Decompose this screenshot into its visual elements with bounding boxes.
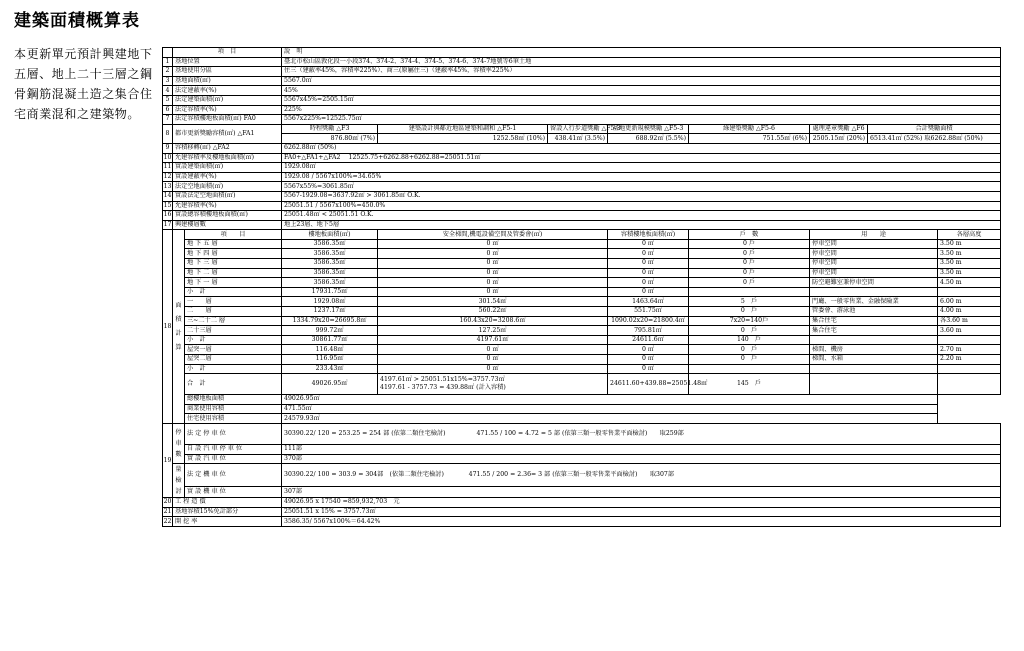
row-value: 225% (282, 105, 1001, 115)
parking-value: 307部 (282, 487, 1001, 498)
table-row (163, 220, 1001, 230)
table-row (163, 115, 1001, 125)
use: 防空避難室兼停車空間 (810, 278, 938, 288)
volume-area: 0 ㎡ (608, 278, 689, 288)
safety-area: 0 ㎡ (378, 278, 608, 288)
bonus-value: 876.80㎡ (7%) (282, 134, 378, 144)
row-number: 12 (163, 173, 172, 181)
volume-area: 1090.02x20=21800.4㎡ (608, 316, 689, 326)
area-calc-side-label: 面 積 計 算 (173, 230, 185, 424)
summary-row (163, 404, 1001, 414)
floor-area: 3586.35㎡ (282, 249, 378, 259)
header-item: 項 目 (173, 48, 282, 58)
header-no (163, 48, 173, 58)
use: 梯間、機房 (810, 345, 938, 355)
units (689, 287, 810, 297)
total-floor-area: 49026.95㎡ (282, 374, 378, 395)
floor-label: 一 層 (185, 297, 282, 307)
floor-area: 3586.35㎡ (282, 278, 378, 288)
table-header-row (163, 48, 1001, 58)
volume-area: 0 ㎡ (608, 239, 689, 249)
table-row (163, 57, 1001, 67)
units: 7x20=140戶 (689, 316, 810, 326)
height: 3.60 m (938, 326, 1001, 336)
floor-area: 30861.77㎡ (282, 335, 378, 345)
row-number: 7 (163, 115, 173, 125)
units: 140 戶 (689, 335, 810, 345)
height (938, 287, 1001, 297)
summary-value: 49026.95㎡ (282, 395, 938, 405)
area-calculation-table (162, 47, 1001, 527)
row-value: 6262.88㎡ (50%) (282, 143, 1001, 153)
table-row (163, 163, 1001, 173)
floor-area: 3586.35㎡ (282, 259, 378, 269)
parking-label: 自 設 汽 車 停 車 位 (185, 444, 282, 454)
parking-value: 111部 (282, 444, 1001, 454)
table-row (163, 143, 1001, 153)
floor-label: 地 下 二 層 (185, 268, 282, 278)
floor-row (163, 259, 1001, 269)
row-number: 4 (163, 86, 173, 96)
row-number: 13 (163, 182, 172, 190)
row-number: 21 (163, 508, 172, 516)
row-label: 實設總容積樓地板面積(㎡) (173, 211, 282, 221)
col-heading-item: 項 目 (185, 230, 282, 240)
row-value: 49026.95 x 17540 =859,932,703 元 (282, 498, 1001, 508)
total-row (163, 374, 1001, 395)
use (810, 287, 938, 297)
floor-row (163, 268, 1001, 278)
bonus-heading: 處理違章獎勵 △F6 (810, 124, 868, 134)
row-number: 3 (163, 76, 173, 86)
row-number: 18 (163, 230, 173, 424)
row-number: 14 (163, 192, 172, 200)
row-number: 19 (163, 423, 173, 497)
height: 2.20 m (938, 355, 1001, 365)
bonus-heading: 基地更新規模獎勵 △F5-3 (608, 124, 689, 134)
floor-row (163, 345, 1001, 355)
row-label: 法定建蔽率(%) (173, 86, 282, 96)
floor-label: 小 計 (185, 364, 282, 374)
col-heading-safety: 安全梯間,機電設備空間及管委會(㎡) (378, 230, 608, 240)
row-label: 允建容積率及樓地板面積(㎡) (173, 153, 282, 163)
floor-row (163, 287, 1001, 297)
row-label: 法定空地面積(㎡) (173, 182, 282, 192)
volume-area: 24611.6㎡ (608, 335, 689, 345)
table-row (163, 517, 1001, 527)
row-number: 10 (163, 153, 172, 161)
row-value: 45% (282, 86, 1001, 96)
parking-side-label-1: 停 車 數 (173, 423, 185, 463)
total-safety-line-1: 4197.61㎡ > 25051.51x15%=3757.73㎡ (380, 376, 505, 384)
parking-value: 30390.22/ 120 = 253.25 = 254 部 (依第二類住宅檢討) 471.55 / 100 = 4.72 = 5 部 (依第三類一般零售業平面檢討) 取259部 (282, 423, 1001, 444)
row-label: 都市更新獎勵容積(㎡) △FA1 (173, 124, 282, 143)
row-value: 3586.35/ 5567x100%＝64.42% (282, 517, 1001, 527)
floor-label: 二 層 (185, 307, 282, 317)
floor-row (163, 307, 1001, 317)
row-number: 1 (163, 57, 173, 67)
safety-area: 0 ㎡ (378, 345, 608, 355)
height: 4.50 m (938, 278, 1001, 288)
parking-value: 30390.22/ 100 = 303.9 = 304部 (依第二類住宅檢討) 471.55 / 200 = 2.36= 3 部 (依第三類一般零售業平面檢討) 取307部 (282, 464, 1001, 487)
row-number: 8 (163, 124, 173, 143)
safety-area: 0 ㎡ (378, 249, 608, 259)
total-height (938, 374, 1001, 395)
floor-label: 屋突二層 (185, 355, 282, 365)
row-value: 25051.51 x 15% = 3757.73㎡ (282, 507, 1001, 517)
use: 集合住宅 (810, 316, 938, 326)
use: 集合住宅 (810, 326, 938, 336)
use: 門廳、一般零售業、金融保險業 (810, 297, 938, 307)
row-number: 17 (163, 220, 172, 228)
floor-label: 地 下 三 層 (185, 259, 282, 269)
row-label: 允建容積率(%) (173, 201, 282, 211)
parking-row (163, 464, 1001, 487)
use (810, 364, 938, 374)
volume-area: 0 ㎡ (608, 249, 689, 259)
row-value: 5567.0㎡ (282, 76, 1001, 86)
parking-row (163, 444, 1001, 454)
row-label: 工 程 造 價 (173, 498, 282, 508)
floor-row (163, 278, 1001, 288)
table-row (163, 191, 1001, 201)
row-value: 5567x45%=2505.15㎡ (282, 95, 1001, 105)
table-row (163, 182, 1001, 192)
parking-row (163, 423, 1001, 444)
bonus-value: 6513.41㎡ (52%) 取6262.88㎡ (50%) (868, 134, 1001, 144)
units: 0 戶 (689, 239, 810, 249)
safety-area: 301.54㎡ (378, 297, 608, 307)
units: 0 戶 (689, 268, 810, 278)
parking-label: 實 設 汽 車 位 (185, 454, 282, 464)
col-heading-volume: 容積樓地板面積(㎡) (608, 230, 689, 240)
parking-row (163, 487, 1001, 498)
height: 2.70 m (938, 345, 1001, 355)
units: 0 戶 (689, 249, 810, 259)
volume-area: 0 ㎡ (608, 355, 689, 365)
floor-label: 地 下 一 層 (185, 278, 282, 288)
height: 6.00 m (938, 297, 1001, 307)
row-value: 住三（建蔽率45%，容積率225%）、商三(原屬住三)（建蔽率45%，容積率225%） (282, 67, 1001, 77)
floor-label: 屋突一層 (185, 345, 282, 355)
row-value: 25051.48㎡ < 25051.51 O.K. (282, 211, 1001, 221)
floor-label: 二十三層 (185, 326, 282, 336)
volume-area: 0 ㎡ (608, 345, 689, 355)
row-value: 5567x225%=12525.75㎡ (282, 115, 1001, 125)
row-number: 11 (163, 163, 172, 171)
row-number: 2 (163, 67, 173, 77)
safety-area: 0 ㎡ (378, 268, 608, 278)
floor-label: 小 計 (185, 287, 282, 297)
volume-area: 0 ㎡ (608, 287, 689, 297)
row-label: 興建樓層數 (173, 220, 282, 230)
units: 0 戶 (689, 355, 810, 365)
safety-area: 160.43x20=3208.6㎡ (378, 316, 608, 326)
floor-label: 三~二十二 層 (185, 316, 282, 326)
row-label: 基地使用分區 (173, 67, 282, 77)
summary-label: 總樓地板面積 (185, 395, 282, 405)
table-row (163, 67, 1001, 77)
floor-row (163, 239, 1001, 249)
row-label: 法定容積樓地板面積(㎡) FA0 (173, 115, 282, 125)
row-number: 9 (163, 143, 173, 153)
volume-area: 1463.64㎡ (608, 297, 689, 307)
summary-row (163, 414, 1001, 424)
col-heading-use: 用 途 (810, 230, 938, 240)
volume-area: 0 ㎡ (608, 268, 689, 278)
floor-label: 小 計 (185, 335, 282, 345)
height: 3.50 m (938, 249, 1001, 259)
table-row (163, 172, 1001, 182)
row-label: 基地面積(㎡) (173, 76, 282, 86)
floor-area: 1334.79x20=26695.8㎡ (282, 316, 378, 326)
floor-area: 116.48㎡ (282, 345, 378, 355)
height: 4.00 m (938, 307, 1001, 317)
bonus-value: 1252.58㎡ (10%) (378, 134, 548, 144)
row-value: 5567x55%=3061.85㎡ (282, 182, 1001, 192)
floor-row (163, 297, 1001, 307)
row-value: 地上23層、地下5層 (282, 220, 1001, 230)
units: 0 戶 (689, 278, 810, 288)
height (938, 335, 1001, 345)
table-row (163, 76, 1001, 86)
table-row (163, 230, 1001, 240)
summary-row (163, 395, 1001, 405)
table-row (163, 95, 1001, 105)
page-title: 建築面積概算表 (14, 11, 140, 31)
header-description: 說 明 (282, 48, 1001, 58)
floor-row (163, 326, 1001, 336)
row-number: 22 (163, 517, 172, 525)
row-number: 5 (163, 95, 173, 105)
total-label: 合 計 (185, 374, 282, 395)
summary-label: 住宅使用容積 (185, 414, 282, 424)
row-label: 實設建築面積(㎡) (173, 163, 282, 173)
total-safety-line-2: 4197.61 - 3757.73 = 439.88㎡ (計入容積) (380, 384, 506, 392)
use: 梯間、水箱 (810, 355, 938, 365)
use: 停車空間 (810, 268, 938, 278)
use: 停車空間 (810, 249, 938, 259)
height: 3.50 m (938, 268, 1001, 278)
row-value: 25051.51 / 5567x100%=450.0% (282, 201, 1001, 211)
bonus-value: 688.92㎡ (5.5%) (608, 134, 689, 144)
parking-value: 370部 (282, 454, 1001, 464)
total-volume-area: 24611.60+439.88=25051.48㎡ (608, 374, 689, 395)
bonus-value: 2505.15㎡ (20%) (810, 134, 868, 144)
height: 3.50 m (938, 259, 1001, 269)
volume-area: 0 ㎡ (608, 364, 689, 374)
bonus-value: 438.41㎡ (3.5%) (548, 134, 608, 144)
units: 0 戶 (689, 307, 810, 317)
floor-row (163, 335, 1001, 345)
floor-area: 116.95㎡ (282, 355, 378, 365)
height (938, 364, 1001, 374)
col-heading-floor-area: 樓地板面積(㎡) (282, 230, 378, 240)
floor-area: 3586.35㎡ (282, 268, 378, 278)
bonus-heading: 時程獎勵 △F3 (282, 124, 378, 134)
safety-area: 0 ㎡ (378, 259, 608, 269)
total-units: 145 戶 (689, 374, 810, 395)
floor-row (163, 249, 1001, 259)
floor-area: 999.72㎡ (282, 326, 378, 336)
use: 停車空間 (810, 239, 938, 249)
row-label: 開 挖 率 (173, 517, 282, 527)
volume-area: 551.75㎡ (608, 307, 689, 317)
table-row (163, 153, 1001, 163)
bonus-value: 751.55㎡ (6%) (689, 134, 810, 144)
floor-label: 地 下 五 層 (185, 239, 282, 249)
safety-area: 0 ㎡ (378, 355, 608, 365)
row-label: 實設建蔽率(%) (173, 172, 282, 182)
row-number: 16 (163, 211, 172, 219)
row-value: FA0+△FA1+△FA2 12525.75+6262.88+6262.88=25051.51㎡ (282, 153, 1001, 163)
units: 0 戶 (689, 345, 810, 355)
parking-label: 法 定 停 車 位 (185, 423, 282, 444)
use: 停車空間 (810, 259, 938, 269)
row-number: 20 (163, 498, 172, 506)
units: 5 戶 (689, 297, 810, 307)
total-safety-area (378, 374, 608, 395)
safety-area: 0 ㎡ (378, 239, 608, 249)
row-number: 15 (163, 201, 172, 209)
floor-area: 1929.08㎡ (282, 297, 378, 307)
row-value: 1929.08㎡ (282, 163, 1001, 173)
row-label: 基地位置 (173, 57, 282, 67)
safety-area: 4197.61㎡ (378, 335, 608, 345)
row-number: 6 (163, 105, 173, 115)
table-row (163, 134, 1001, 144)
parking-row (163, 454, 1001, 464)
floor-label: 地 下 四 層 (185, 249, 282, 259)
row-label: 實設法定空地面積(㎡) (173, 191, 282, 201)
table-row (163, 211, 1001, 221)
table-row (163, 86, 1001, 96)
row-value: 臺北市松山區敦化段一小段374、374-2、374-4、374-5、374-6、374-7地號等6筆土地 (282, 57, 1001, 67)
floor-row (163, 316, 1001, 326)
use (810, 335, 938, 345)
table-row (163, 105, 1001, 115)
parking-label: 法 定 機 車 位 (185, 464, 282, 487)
row-label: 法定容積率(%) (173, 105, 282, 115)
table-row (163, 507, 1001, 517)
volume-area: 0 ㎡ (608, 259, 689, 269)
row-label: 容積移轉(㎡) △FA2 (173, 143, 282, 153)
safety-area: 0 ㎡ (378, 287, 608, 297)
total-use (810, 374, 938, 395)
project-description: 本更新單元預計興建地下五層、地上二十三層之鋼骨鋼筋混凝土造之集合住宅商業混和之建築物。 (14, 47, 153, 121)
table-row (163, 498, 1001, 508)
safety-area: 0 ㎡ (378, 364, 608, 374)
floor-area: 3586.35㎡ (282, 239, 378, 249)
summary-value: 24579.93㎡ (282, 414, 938, 424)
row-value: 1929.08 / 5567x100%=34.65% (282, 172, 1001, 182)
col-heading-height: 各層高度 (938, 230, 1001, 240)
floor-area: 233.43㎡ (282, 364, 378, 374)
parking-label: 實 設 機 車 位 (185, 487, 282, 498)
height: 各3.60 m (938, 316, 1001, 326)
table-row (163, 124, 1001, 134)
floor-area: 17931.75㎡ (282, 287, 378, 297)
floor-row (163, 364, 1001, 374)
col-heading-units: 戶 數 (689, 230, 810, 240)
parking-side-label-2: 量 檢 討 (173, 464, 185, 498)
bonus-heading: 留設人行步道獎勵 △F5-3 (548, 124, 608, 134)
floor-row (163, 355, 1001, 365)
units: 0 戶 (689, 259, 810, 269)
row-label: 法定建築面積(㎡) (173, 95, 282, 105)
bonus-heading: 建築設計與鄰近地區建築和調和 △F5-1 (378, 124, 548, 134)
table-row (163, 201, 1001, 211)
bonus-heading: 合計獎勵面積 (868, 124, 1001, 134)
safety-area: 127.25㎡ (378, 326, 608, 336)
bonus-heading: 綠建築獎勵 △F5-6 (689, 124, 810, 134)
summary-label: 商業使用容積 (185, 404, 282, 414)
height: 3.50 m (938, 239, 1001, 249)
row-label: 基地容積15%免計部分 (173, 507, 282, 517)
use: 管委會、游泳池 (810, 307, 938, 317)
units (689, 364, 810, 374)
floor-area: 1237.17㎡ (282, 307, 378, 317)
volume-area: 795.81㎡ (608, 326, 689, 336)
safety-area: 560.22㎡ (378, 307, 608, 317)
units: 0 戶 (689, 326, 810, 336)
row-value: 5567-1929.08=3637.92㎡ > 3061.85㎡ O.K. (282, 191, 1001, 201)
summary-value: 471.55㎡ (282, 404, 938, 414)
